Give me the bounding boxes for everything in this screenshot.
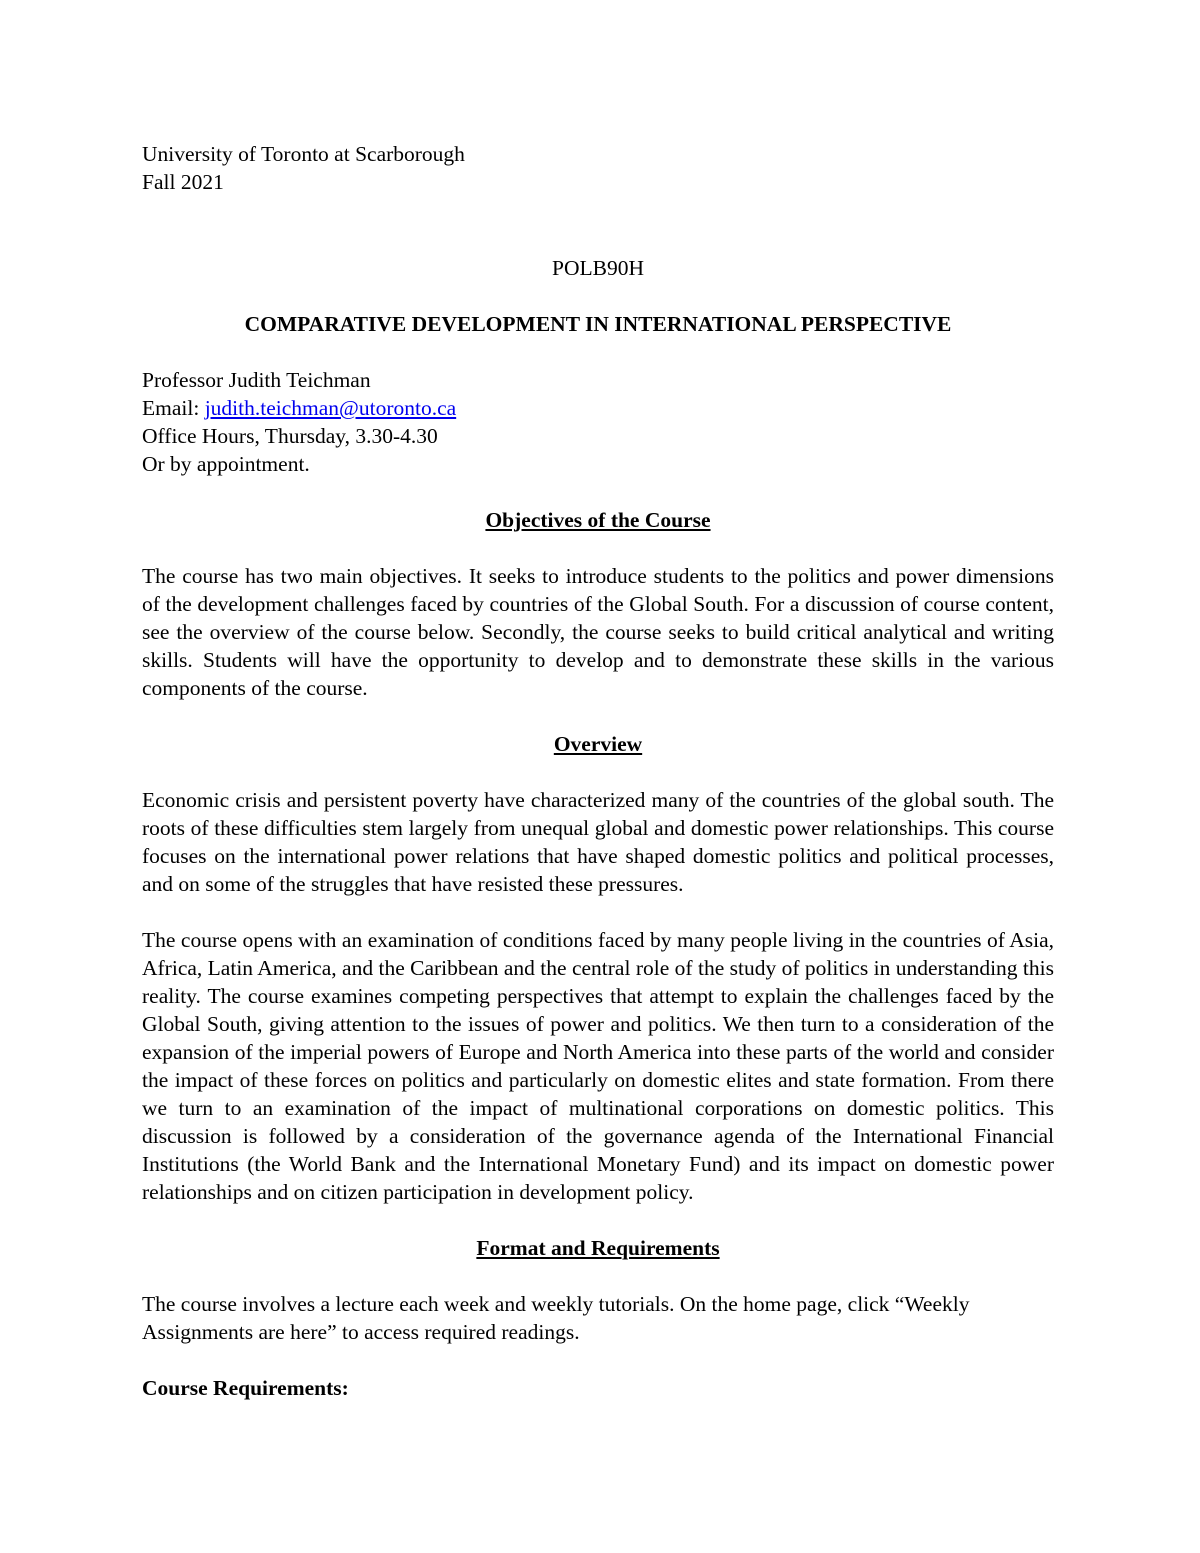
objectives-heading: Objectives of the Course [485, 508, 711, 532]
email-link[interactable]: judith.teichman@utoronto.ca [204, 396, 457, 420]
requirements-heading: Course Requirements: [142, 1376, 349, 1400]
objectives-body: The course has two main objectives. It seeks to introduce students to the politics and power dimensions of the development challenges faced by countries of the Global South. For a discussion of course content, see the overview of the course below. Secondly, the course seeks to build critical analytical and writing skills. Students will have the opportunity to develop and to demonstrate these skills in the various components of the course. [142, 564, 1054, 700]
overview-heading: Overview [553, 732, 643, 756]
course-code: POLB90H [552, 256, 644, 280]
institution-name: University of Toronto at Scarborough [142, 142, 465, 166]
appointment-note: Or by appointment. [142, 452, 310, 476]
course-title: COMPARATIVE DEVELOPMENT IN INTERNATIONAL PERSPECTIVE [244, 312, 952, 336]
overview-paragraph-2: The course opens with an examination of conditions faced by many people living in the countries of Asia, Africa, Latin America, and the Caribbean and the central role of the study of politics in understanding this reality. The course examines competing perspectives that attempt to explain the challenges faced by the Global South, giving attention to the issues of power and politics. We then turn to a consideration of the expansion of the imperial powers of Europe and North America into these parts of the world and consider the impact of these forces on politics and particularly on domestic elites and state formation. From there we turn to an examination of the impact of multinational corporations on domestic politics. This discussion is followed by a consideration of the governance agenda of the International Financial Institutions (the World Bank and the International Monetary Fund) and its impact on domestic power relationships and on citizen participation in development policy. [142, 928, 1054, 1204]
document-page [142, 140, 1054, 1402]
term: Fall 2021 [142, 170, 224, 194]
overview-paragraph-1: Economic crisis and persistent poverty have characterized many of the countries of the global south. The roots of these difficulties stem largely from unequal global and domestic power relationships. This course focuses on the international power relations that have shaped domestic politics and political processes, and on some of the struggles that have resisted these pressures. [142, 788, 1054, 896]
email-line [142, 394, 1054, 422]
format-heading: Format and Requirements [476, 1236, 720, 1260]
email-label: Email: [142, 396, 205, 420]
office-hours: Office Hours, Thursday, 3.30-4.30 [142, 424, 438, 448]
instructor-name: Professor Judith Teichman [142, 368, 371, 392]
format-body: The course involves a lecture each week and weekly tutorials. On the home page, click “Weekly Assignments are here” to access required readings. [142, 1292, 970, 1344]
